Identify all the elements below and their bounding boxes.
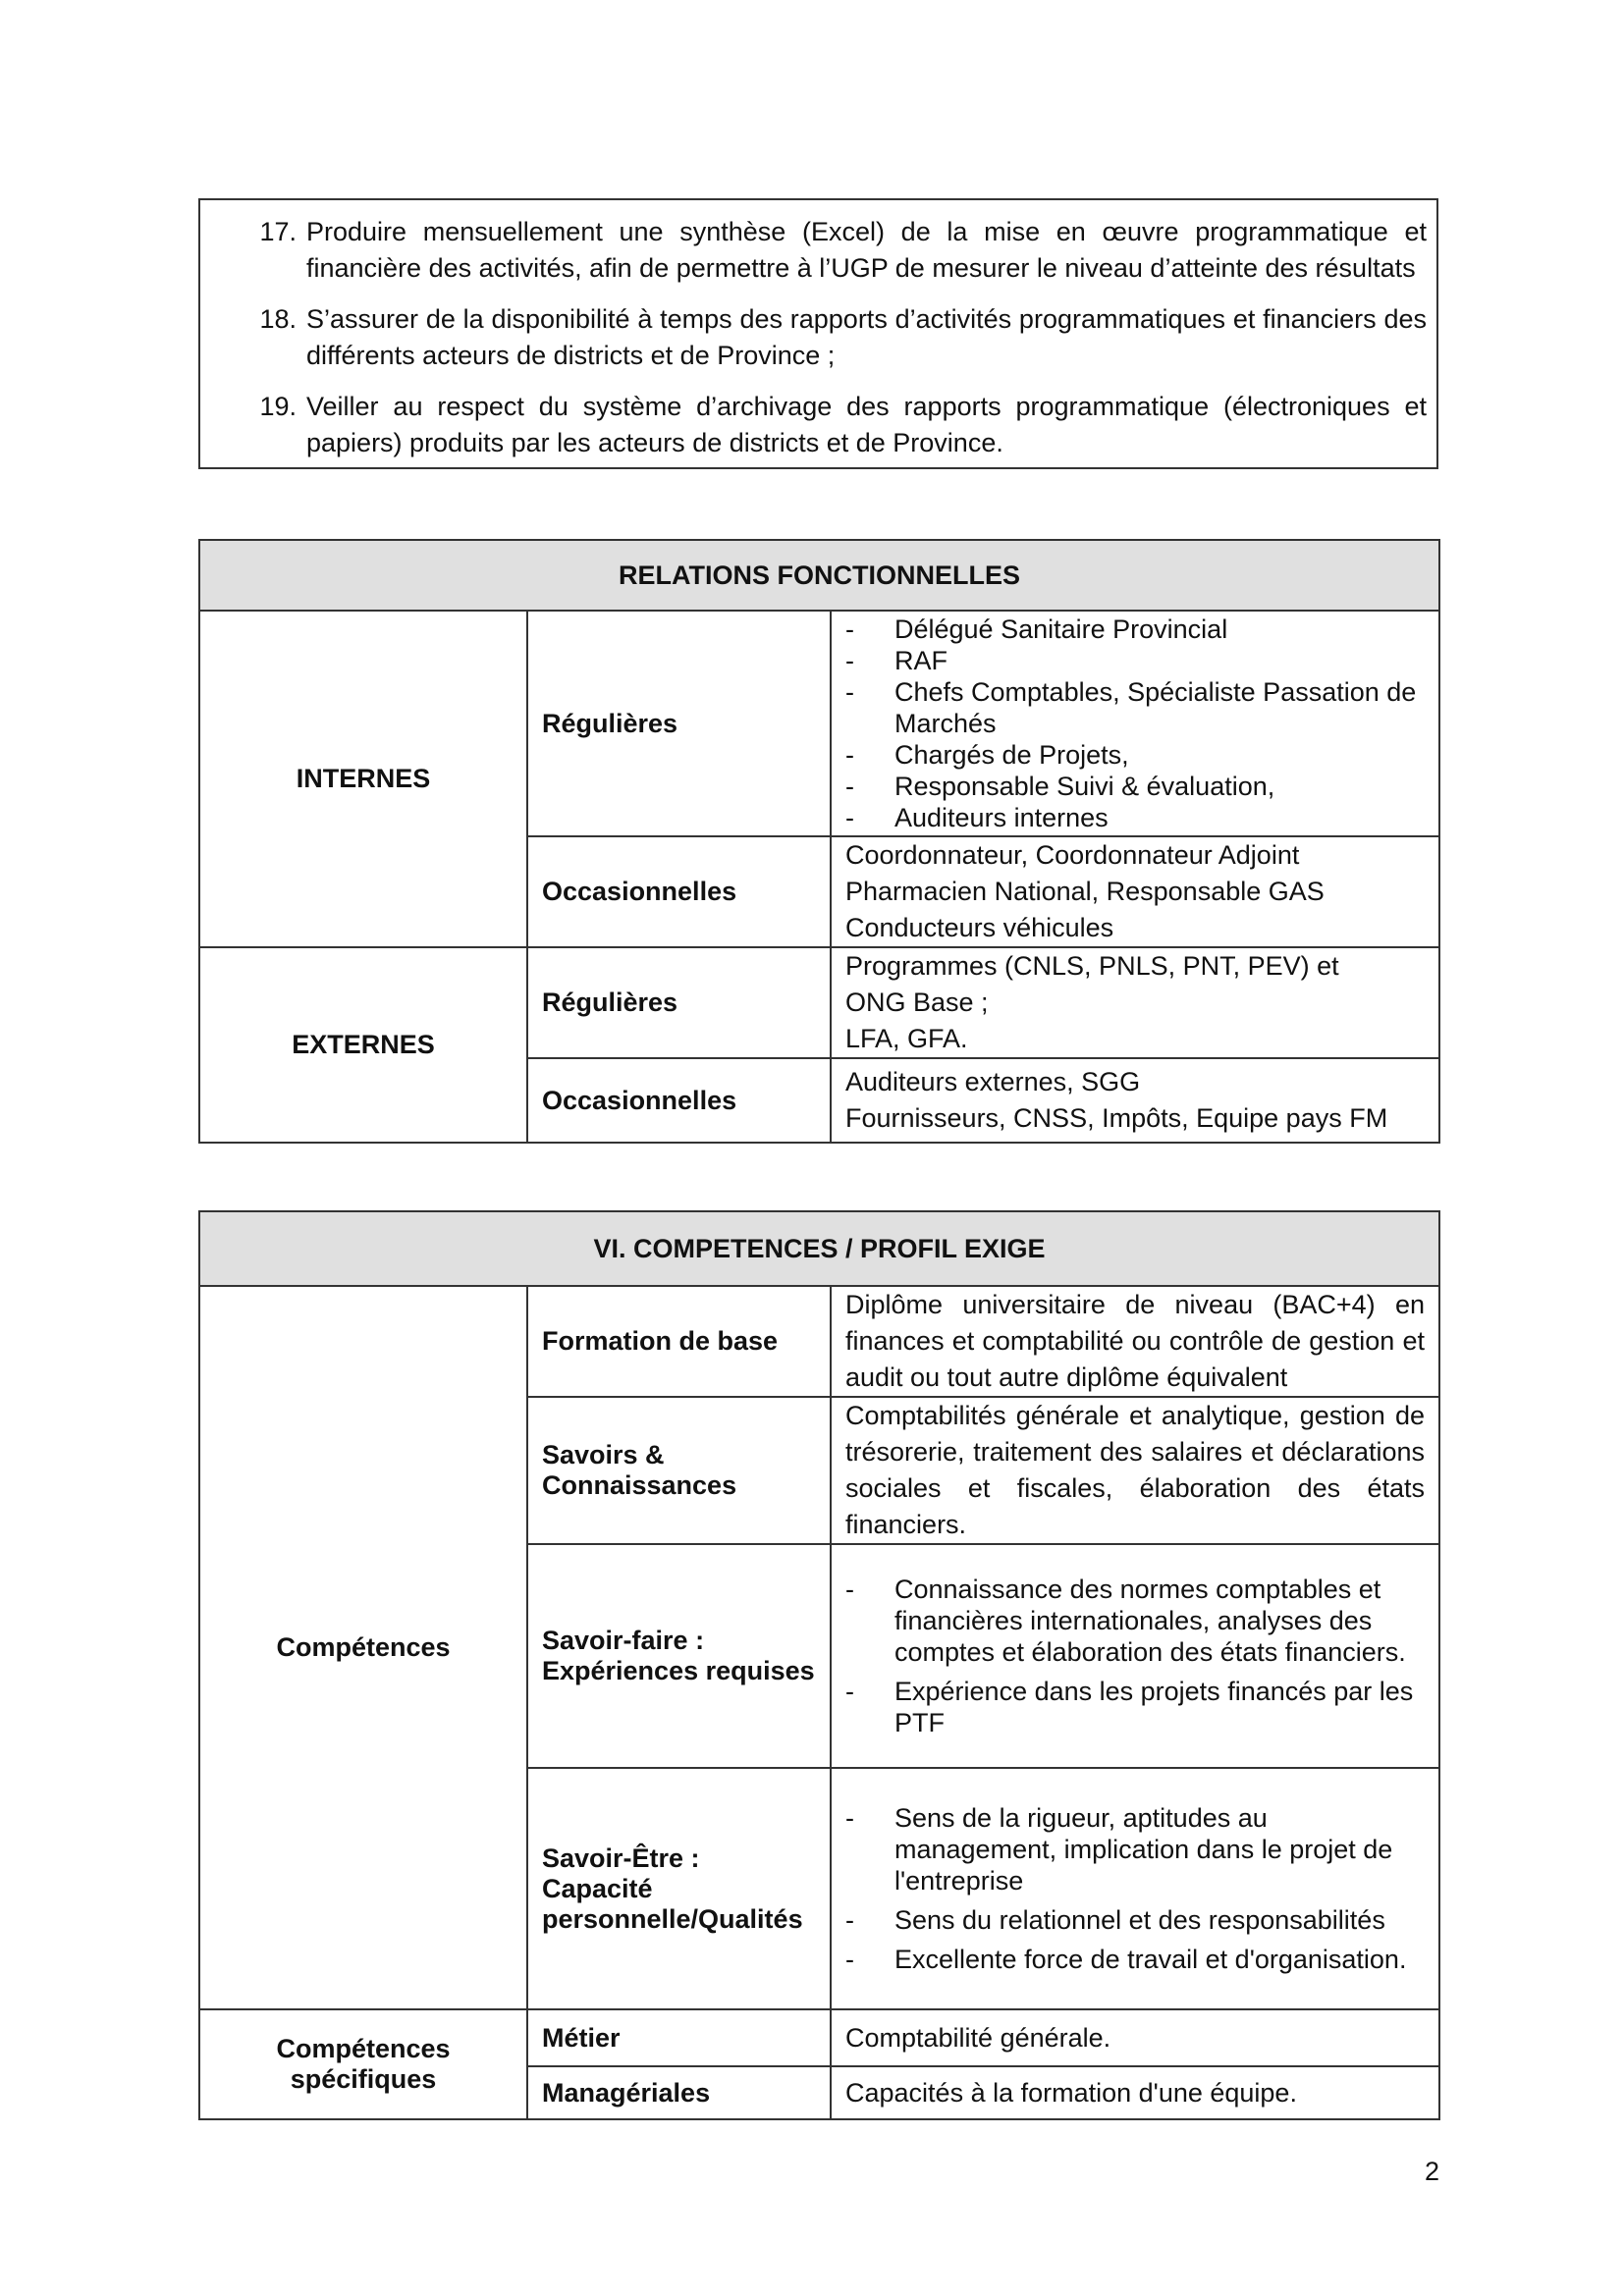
task-number: 17.	[259, 217, 297, 246]
list-item: - Connaissance des normes comptables et financières internationales, analyses des comptes et élaboration des états financiers.	[845, 1575, 1406, 1667]
list-item: - Chargés de Projets,	[845, 740, 1129, 770]
list-item: - Sens de la rigueur, aptitudes au management, implication dans le projet de l'entreprise	[845, 1803, 1393, 1896]
text-line: Fournisseurs, CNSS, Impôts, Equipe pays FM	[845, 1103, 1388, 1133]
task-text: Veiller au respect du système d’archivage des rapports programmatique (électroniques et papiers) produits par les acteurs de districts et de Province.	[306, 392, 1427, 457]
metier-text: Comptabilité générale.	[831, 2009, 1439, 2066]
text-line: Programmes (CNLS, PNLS, PNT, PEV) et	[845, 951, 1339, 981]
externes-regulieres-text	[831, 947, 1439, 1058]
list-item: - Chefs Comptables, Spécialiste Passation de Marchés	[845, 677, 1417, 738]
specifiques-label: Compétences spécifiques	[199, 2009, 527, 2119]
competences-table	[198, 1210, 1440, 2120]
task-number: 19.	[259, 392, 297, 421]
savoirs-label: Savoirs & Connaissances	[527, 1397, 831, 1544]
tasks-box	[198, 198, 1438, 469]
internes-regulieres-list	[831, 611, 1439, 836]
relations-table	[198, 539, 1440, 1144]
externes-occasionnelles-label: Occasionnelles	[527, 1058, 831, 1143]
text-line: LFA, GFA.	[845, 1024, 968, 1053]
text-line: Auditeurs externes, SGG	[845, 1067, 1141, 1096]
text-line: Pharmacien National, Responsable GAS	[845, 877, 1325, 906]
savoir-etre-label: Savoir-Être : Capacité personnelle/Qualités	[527, 1768, 831, 2009]
internes-occasionnelles-label: Occasionnelles	[527, 836, 831, 947]
externes-occasionnelles-text	[831, 1058, 1439, 1143]
manageriales-text: Capacités à la formation d'une équipe.	[831, 2066, 1439, 2119]
task-item	[200, 301, 1427, 374]
page-number: 2	[1424, 2157, 1439, 2186]
text-line: Coordonnateur, Coordonnateur Adjoint	[845, 840, 1300, 870]
list-item: - RAF	[845, 646, 947, 675]
internes-regulieres-label: Régulières	[527, 611, 831, 836]
list-item: - Expérience dans les projets financés par les PTF	[845, 1677, 1414, 1737]
text-line: ONG Base ;	[845, 988, 989, 1017]
task-item	[200, 214, 1427, 287]
externes-label: EXTERNES	[199, 947, 527, 1143]
competences-label: Compétences	[199, 1286, 527, 2009]
internes-occasionnelles-text	[831, 836, 1439, 947]
savoir-faire-list	[831, 1544, 1439, 1768]
list-item: - Délégué Sanitaire Provincial	[845, 614, 1228, 644]
savoir-etre-list	[831, 1768, 1439, 2009]
list-item: - Responsable Suivi & évaluation,	[845, 772, 1275, 801]
list-item: - Excellente force de travail et d'organisation.	[845, 1945, 1407, 1974]
savoir-faire-label: Savoir-faire : Expériences requises	[527, 1544, 831, 1768]
task-text: S’assurer de la disponibilité à temps des rapports d’activités programmatiques et financiers des différents acteurs de districts et de Province ;	[306, 304, 1427, 370]
task-number: 18.	[259, 304, 297, 334]
internes-label: INTERNES	[199, 611, 527, 947]
formation-label: Formation de base	[527, 1286, 831, 1397]
metier-label: Métier	[527, 2009, 831, 2066]
competences-title: VI. COMPETENCES / PROFIL EXIGE	[199, 1211, 1439, 1286]
savoirs-text: Comptabilités générale et analytique, gestion de trésorerie, traitement des salaires et déclarations sociales et fiscales, élaboration des états financiers.	[831, 1397, 1439, 1544]
manageriales-label: Managériales	[527, 2066, 831, 2119]
relations-title: RELATIONS FONCTIONNELLES	[199, 540, 1439, 611]
list-item: - Sens du relationnel et des responsabilités	[845, 1905, 1385, 1935]
task-item	[200, 389, 1427, 461]
list-item: - Auditeurs internes	[845, 803, 1109, 832]
task-text: Produire mensuellement une synthèse (Excel) de la mise en œuvre programmatique et financière des activités, afin de permettre à l’UGP de mesurer le niveau d’atteinte des résultats	[306, 217, 1427, 283]
externes-regulieres-label: Régulières	[527, 947, 831, 1058]
text-line: Conducteurs véhicules	[845, 913, 1114, 942]
formation-text: Diplôme universitaire de niveau (BAC+4) en finances et comptabilité ou contrôle de gestion et audit ou tout autre diplôme équivalent	[831, 1286, 1439, 1397]
